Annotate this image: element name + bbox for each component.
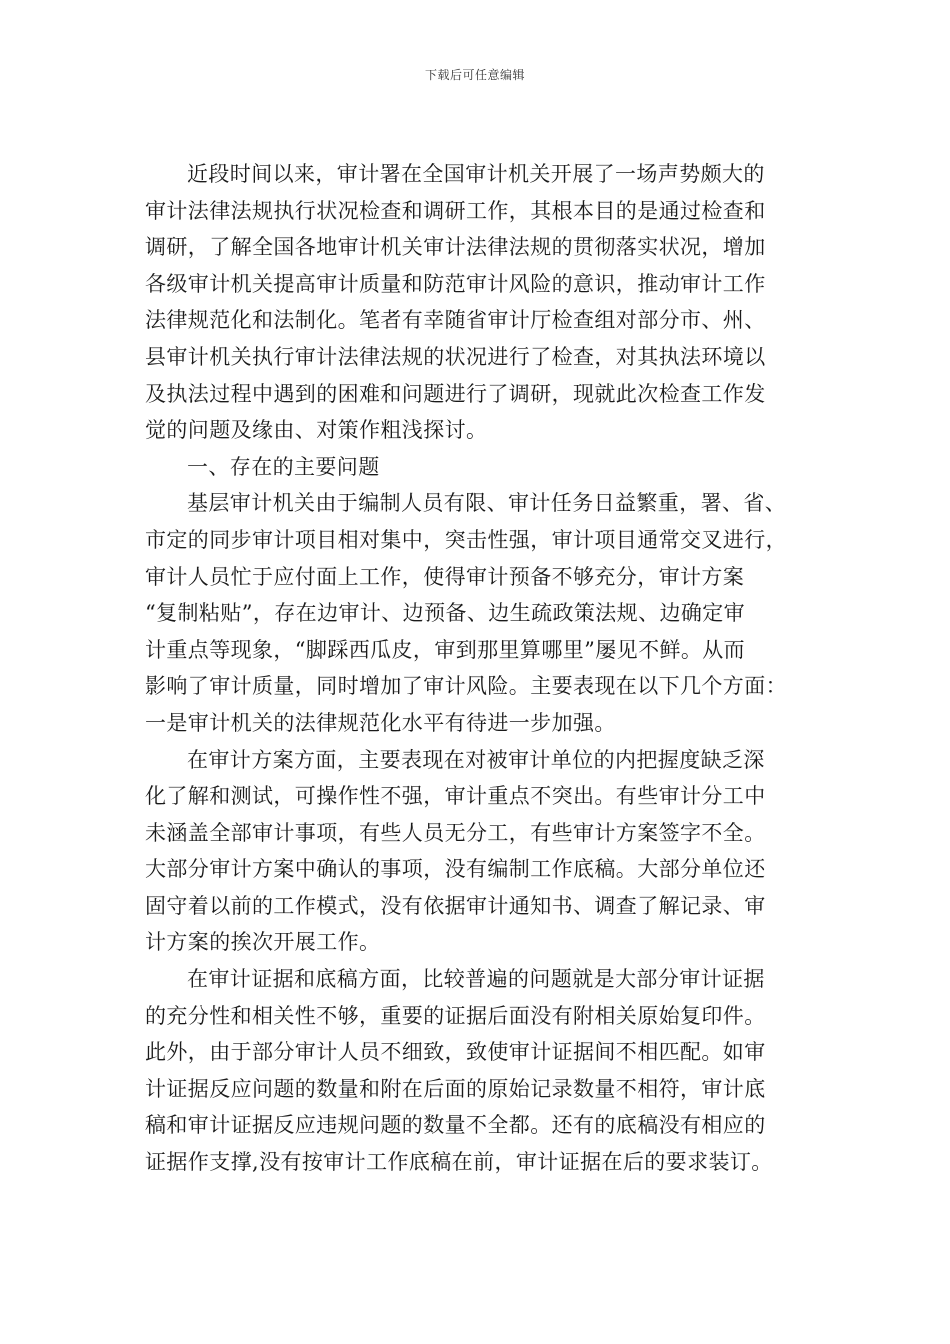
page-header-note: 下载后可任意编辑 (424, 68, 525, 82)
paragraph-line: 觉的问题及缘由、对策作粗浅探讨。 (145, 418, 488, 443)
paragraph-line: 审计人员忙于应付面上工作，使得审计预备不够充分，审计方案 (145, 564, 745, 589)
paragraph-line: 大部分审计方案中确认的事项，没有编制工作底稿。大部分单位还 (145, 857, 766, 882)
paragraph-line: 在审计方案方面，主要表现在对被审计单位的内把握度缺乏深 (187, 747, 765, 772)
paragraph-line: 调研，了解全国各地审计机关审计法律法规的贯彻落实状况，增加 (145, 235, 766, 260)
paragraph-line: 近段时间以来，审计署在全国审计机关开展了一场声势颇大的 (187, 162, 765, 186)
paragraph-line: 的充分性和相关性不够，重要的证据后面没有附相关原始复印件。 (145, 1003, 766, 1028)
paragraph-line: 稿和审计证据反应违规问题的数量不全都。还有的底稿没有相应的 (145, 1113, 766, 1138)
paragraph-line: 化了解和测试，可操作性不强，审计重点不突出。有些审计分工中 (145, 784, 766, 809)
paragraph-line: 计重点等现象，“脚踩西瓜皮，审到那里算哪里”屡见不鲜。从而 (145, 637, 746, 662)
paragraph-line: 计证据反应问题的数量和附在后面的原始记录数量不相符，审计底 (145, 1076, 766, 1101)
document-body (145, 156, 825, 1181)
paragraph-line: 审计法律法规执行状况检查和调研工作，其根本目的是通过检查和 (145, 198, 766, 223)
paragraph-line: 市定的同步审计项目相对集中，突击性强，审计项目通常交叉进行， (145, 527, 787, 552)
paragraph-line: 此外，由于部分审计人员不细致，致使审计证据间不相匹配。如审 (145, 1040, 766, 1065)
paragraph-line: 计方案的挨次开展工作。 (145, 930, 381, 955)
paragraph-line: 证据作支撑,没有按审计工作底稿在前，审计证据在后的要求装订。 (145, 1150, 773, 1175)
paragraph-line: 固守着以前的工作模式，没有依据审计通知书、调查了解记录、审 (145, 893, 766, 918)
paragraph-line: 一是审计机关的法律规范化水平有待进一步加强。 (145, 710, 616, 735)
paragraph-line: 法律规范化和法制化。笔者有幸随省审计厅检查组对部分市、州、 (145, 308, 766, 333)
paragraph-line: 基层审计机关由于编制人员有限、审计任务日益繁重，署、省、 (187, 491, 787, 516)
paragraph-line: 县审计机关执行审计法律法规的状况进行了检查，对其执法环境以 (145, 344, 766, 369)
paragraph-line: 影响了审计质量，同时增加了审计风险。主要表现在以下几个方面： (145, 674, 787, 699)
paragraph-line: 在审计证据和底稿方面，比较普遍的问题就是大部分审计证据 (187, 967, 765, 992)
paragraph-line: 各级审计机关提高审计质量和防范审计风险的意识，推动审计工作 (145, 271, 766, 296)
paragraph-line: 及执法过程中遇到的困难和问题进行了调研，现就此次检查工作发 (145, 381, 766, 406)
paragraph-line: “复制粘贴”，存在边审计、边预备、边生疏政策法规、边确定审 (145, 601, 746, 626)
paragraph-line: 未涵盖全部审计事项，有些人员无分工，有些审计方案签字不全。 (145, 820, 766, 845)
section-heading: 一、存在的主要问题 (187, 454, 380, 479)
